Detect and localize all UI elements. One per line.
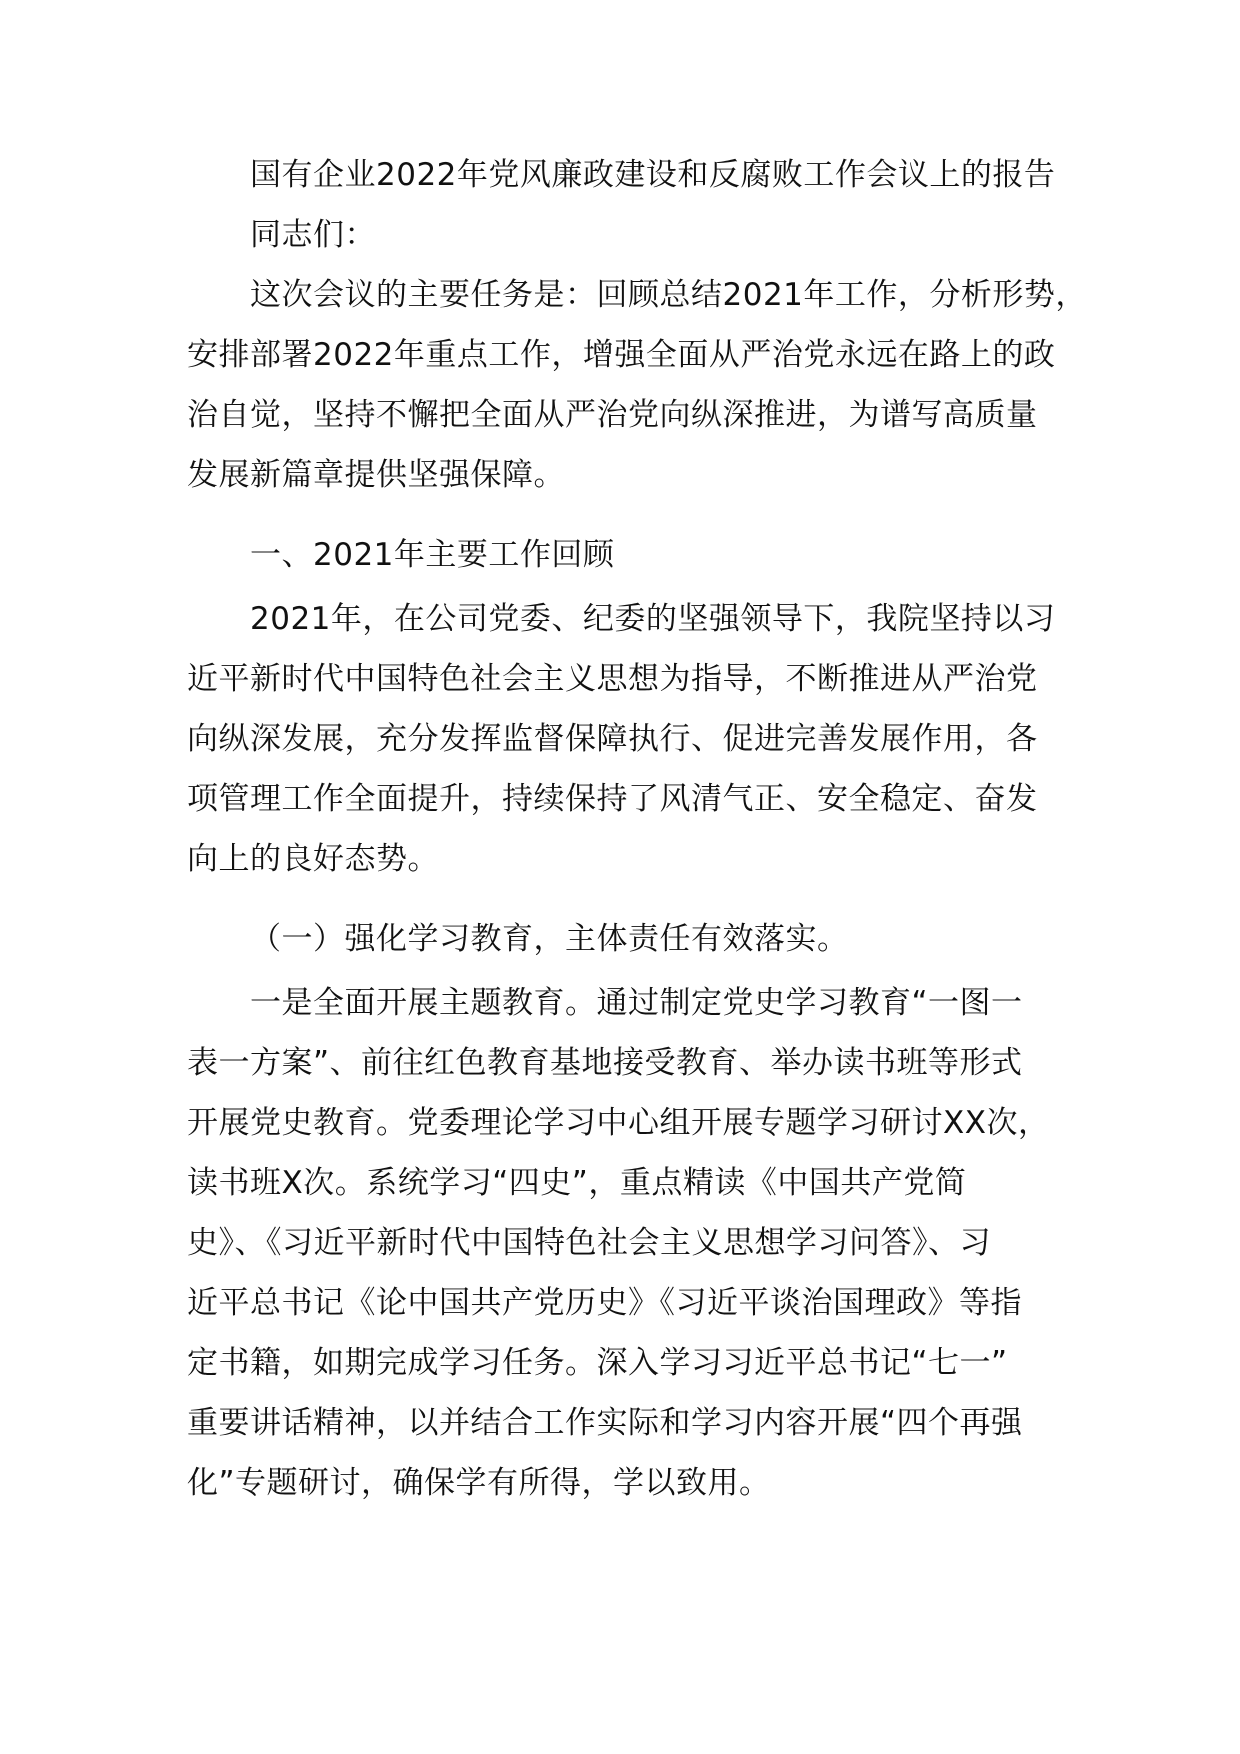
section-line: 项管理工作全面提升，持续保持了风清气正、安全稳定、奋发 xyxy=(187,781,1038,817)
subsection-heading: （一）强化学习教育，主体责任有效落实。 xyxy=(250,921,849,957)
subsection-line: 一是全面开展主题教育。通过制定党史学习教育“一图一 xyxy=(250,985,1023,1021)
subsection-line: 近平总书记《论中国共产党历史》《习近平谈治国理政》等指 xyxy=(187,1285,1022,1321)
intro-line: 治自觉，坚持不懈把全面从严治党向纵深推进，为谱写高质量 xyxy=(187,397,1038,433)
subsection-line: 史》、《习近平新时代中国特色社会主义思想学习问答》、习 xyxy=(187,1225,991,1261)
subsection-line: 读书班X次。系统学习“四史”，重点精读《中国共产党简 xyxy=(187,1165,967,1201)
section-heading: 一、2021年主要工作回顾 xyxy=(250,537,615,573)
section-line: 2021年，在公司党委、纪委的坚强领导下，我院坚持以习 xyxy=(250,601,1056,637)
subsection-line: 化”专题研讨，确保学有所得，学以致用。 xyxy=(187,1465,771,1501)
intro-line: 发展新篇章提供坚强保障。 xyxy=(187,457,565,493)
intro-line: 安排部署2022年重点工作，增强全面从严治党永远在路上的政 xyxy=(187,337,1056,373)
subsection-line: 表一方案”、前往红色教育基地接受教育、举办读书班等形式 xyxy=(187,1045,1023,1081)
document-title: 国有企业2022年党风廉政建设和反腐败工作会议上的报告 xyxy=(250,157,1056,193)
subsection-line: 定书籍，如期完成学习任务。深入学习习近平总书记“七一” xyxy=(187,1345,1008,1381)
subsection-line: 重要讲话精神，以并结合工作实际和学习内容开展“四个再强 xyxy=(187,1405,1023,1441)
section-line: 向纵深发展，充分发挥监督保障执行、促进完善发展作用，各 xyxy=(187,721,1038,757)
intro-line: 这次会议的主要任务是：回顾总结2021年工作，分析形势， xyxy=(250,277,1087,313)
section-line: 向上的良好态势。 xyxy=(187,841,439,877)
section-line: 近平新时代中国特色社会主义思想为指导，不断推进从严治党 xyxy=(187,661,1038,697)
subsection-line: 开展党史教育。党委理论学习中心组开展专题学习研讨XX次， xyxy=(187,1105,1050,1141)
greeting: 同志们： xyxy=(250,217,376,253)
